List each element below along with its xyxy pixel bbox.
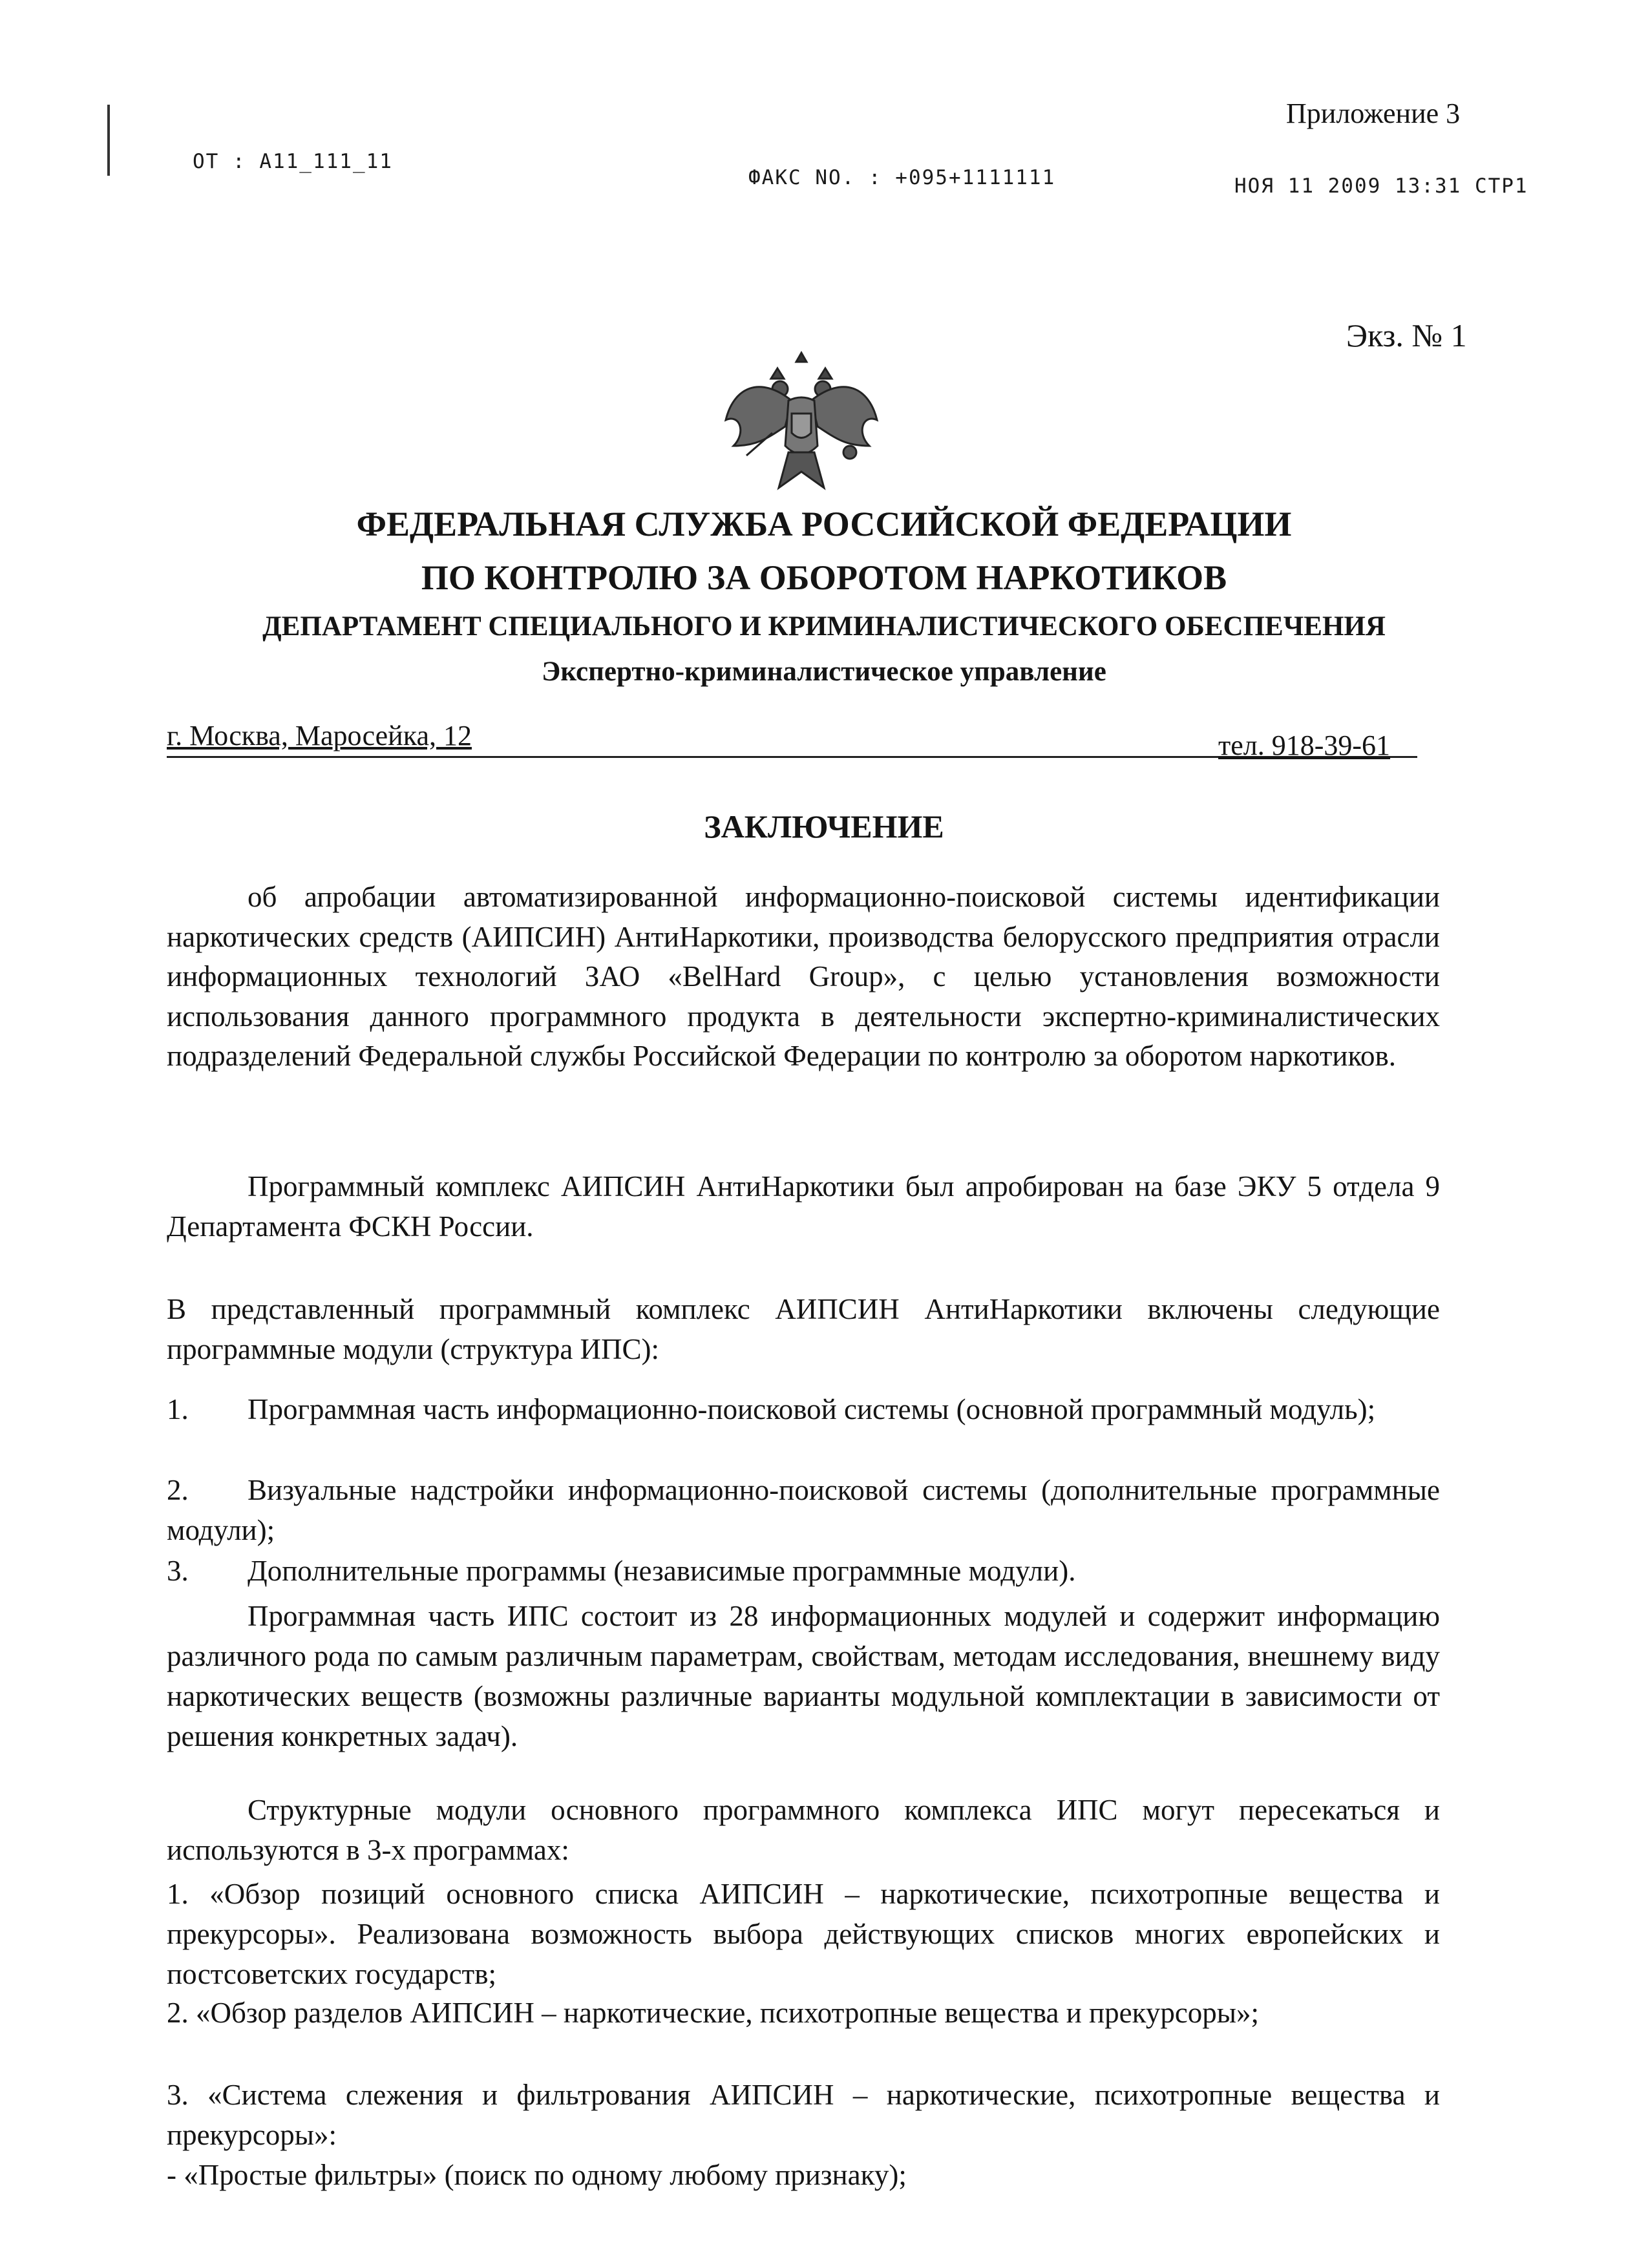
coat-of-arms-icon (721, 349, 882, 498)
paragraph-structure: Структурные модули основного программного комплекса ИПС могут пересекаться и используются в 3-х программах: (167, 1794, 1440, 1866)
program-list-item: 1. «Обзор позиций основного списка АИПСИН – наркотические, психотропные вещества и прекурсоры». Реализована возможность выбора действующих списков многих европейских и постсоветских государств; (167, 1878, 1440, 1990)
phone: тел. 918-39-61 (1218, 730, 1391, 761)
fax-date: НОЯ 11 2009 13:31 СТР1 (1234, 174, 1528, 198)
paragraph-testing-base: Программный комплекс АИПСИН АнтиНаркотики был апробирован на базе ЭКУ 5 отдела 9 Департамента ФСКН России. (167, 1170, 1440, 1243)
list-item (167, 1389, 1440, 1429)
list-item-text: Дополнительные программы (независимые программные модули). (248, 1555, 1076, 1587)
address: г. Москва, Маросейка, 12 (167, 720, 472, 751)
paragraph-modules-intro: В представленный программный комплекс АИПСИН АнтиНаркотики включены следующие программные модули (структура ИПС): (167, 1293, 1440, 1365)
margin-mark (107, 105, 110, 176)
header-line-4: Экспертно-криминалистическое управление (542, 656, 1106, 687)
paragraph-purpose: об апробации автоматизированной информационно-поисковой системы идентификации наркотических средств (АИПСИН) АнтиНаркотики, производства белорусского предприятия отрасли информационных технологий ЗАО «BelHard Group», с целью установления возможности использования данного программного продукта в деятельности экспертно-криминалистических подразделений Федеральной службы Российской Федерации по контролю за оборотом наркотиков. (167, 881, 1440, 1072)
program-list-item: 2. «Обзор разделов АИПСИН – наркотические, психотропные вещества и прекурсоры»; (167, 1997, 1260, 2029)
list-item-number: 1. (167, 1393, 189, 1425)
copy-number: Экз. № 1 (1346, 317, 1467, 353)
list-item-text: Программная часть информационно-поисковой системы (основной программный модуль); (248, 1393, 1376, 1425)
filter-list-item: - «Простые фильтры» (поиск по одному любому признаку); (167, 2159, 907, 2191)
document-title: ЗАКЛЮЧЕНИЕ (704, 808, 944, 845)
fax-from: ОТ : A11_111_11 (193, 150, 393, 173)
list-item-number: 2. (167, 1474, 189, 1506)
list-item (167, 1551, 1440, 1591)
list-item-text: Визуальные надстройки информационно-поисковой системы (дополнительные программные модули); (167, 1474, 1440, 1546)
fax-number: ФАКС NO. : +095+1111111 (748, 166, 1056, 189)
program-list-item: 3. «Система слежения и фильтрования АИПСИН – наркотические, психотропные вещества и прекурсоры»: (167, 2079, 1440, 2151)
appendix-label: Приложение 3 (1286, 98, 1461, 129)
list-item (167, 1470, 1440, 1550)
list-item-number: 3. (167, 1555, 189, 1587)
paragraph-ips-contents: Программная часть ИПС состоит из 28 информационных модулей и содержит информацию различного рода по самым различным параметрам, свойствам, методам исследования, внешнему виду наркотических веществ (возможны различные варианты модульной комплектации в зависимости от решения конкретных задач). (167, 1600, 1440, 1752)
header-line-1: ФЕДЕРАЛЬНАЯ СЛУЖБА РОССИЙСКОЙ ФЕДЕРАЦИИ (356, 505, 1292, 543)
header-line-2: ПО КОНТРОЛЮ ЗА ОБОРОТОМ НАРКОТИКОВ (421, 558, 1227, 597)
header-line-3: ДЕПАРТАМЕНТ СПЕЦИАЛЬНОГО И КРИМИНАЛИСТИЧЕСКОГО ОБЕСПЕЧЕНИЯ (262, 611, 1386, 642)
